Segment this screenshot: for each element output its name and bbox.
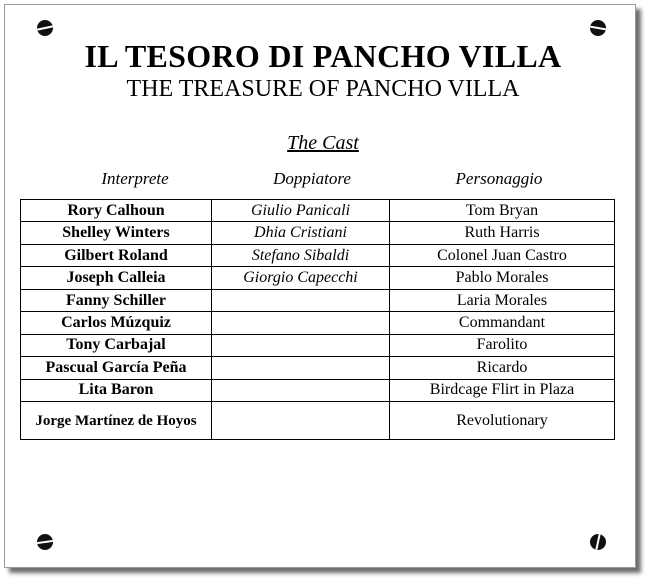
- table-row: [21, 312, 615, 334]
- actor-cell: Joseph Calleia: [21, 267, 212, 289]
- dubber-cell: Dhia Cristiani: [212, 222, 390, 244]
- table-row: [21, 379, 615, 401]
- character-cell: Tom Bryan: [390, 200, 615, 222]
- character-cell: Revolutionary: [390, 402, 615, 440]
- dubber-cell: [212, 289, 390, 311]
- table-row: [21, 200, 615, 222]
- table-row: [21, 222, 615, 244]
- actor-cell: Pascual García Peña: [21, 357, 212, 379]
- character-cell: Colonel Juan Castro: [390, 244, 615, 266]
- dubber-cell: Giorgio Capecchi: [212, 267, 390, 289]
- page-title: IL TESORO DI PANCHO VILLA: [84, 38, 562, 74]
- actor-cell: Shelley Winters: [21, 222, 212, 244]
- dubber-cell: [212, 402, 390, 440]
- character-cell: Ricardo: [390, 357, 615, 379]
- screw-top-right-icon: [590, 20, 606, 36]
- column-header-character: Personaggio: [455, 169, 543, 188]
- actor-cell: Jorge Martínez de Hoyos: [21, 402, 212, 440]
- page-subtitle: THE TREASURE OF PANCHO VILLA: [126, 76, 520, 102]
- cast-table: [20, 199, 615, 440]
- dubber-cell: [212, 334, 390, 356]
- screw-bottom-left-icon: [37, 534, 53, 550]
- character-cell: Ruth Harris: [390, 222, 615, 244]
- column-header-actor: Interprete: [101, 169, 169, 188]
- cast-heading: The Cast: [287, 132, 359, 154]
- character-cell: Pablo Morales: [390, 267, 615, 289]
- dubber-cell: Giulio Panicali: [212, 200, 390, 222]
- table-row: [21, 334, 615, 356]
- actor-cell: Gilbert Roland: [21, 244, 212, 266]
- table-row: [21, 357, 615, 379]
- table-row: [21, 289, 615, 311]
- character-cell: Birdcage Flirt in Plaza: [390, 379, 615, 401]
- actor-cell: Rory Calhoun: [21, 200, 212, 222]
- dubber-cell: [212, 357, 390, 379]
- character-cell: Farolito: [390, 334, 615, 356]
- character-cell: Commandant: [390, 312, 615, 334]
- table-row: [21, 267, 615, 289]
- dubber-cell: [212, 379, 390, 401]
- dubber-cell: Stefano Sibaldi: [212, 244, 390, 266]
- character-cell: Laria Morales: [390, 289, 615, 311]
- table-row: [21, 402, 615, 440]
- actor-cell: Fanny Schiller: [21, 289, 212, 311]
- screw-top-left-icon: [37, 20, 53, 36]
- column-header-dubber: Doppiatore: [273, 169, 351, 188]
- screw-bottom-right-icon: [590, 534, 606, 550]
- actor-cell: Tony Carbajal: [21, 334, 212, 356]
- dubber-cell: [212, 312, 390, 334]
- actor-cell: Carlos Múzquiz: [21, 312, 212, 334]
- table-row: [21, 244, 615, 266]
- actor-cell: Lita Baron: [21, 379, 212, 401]
